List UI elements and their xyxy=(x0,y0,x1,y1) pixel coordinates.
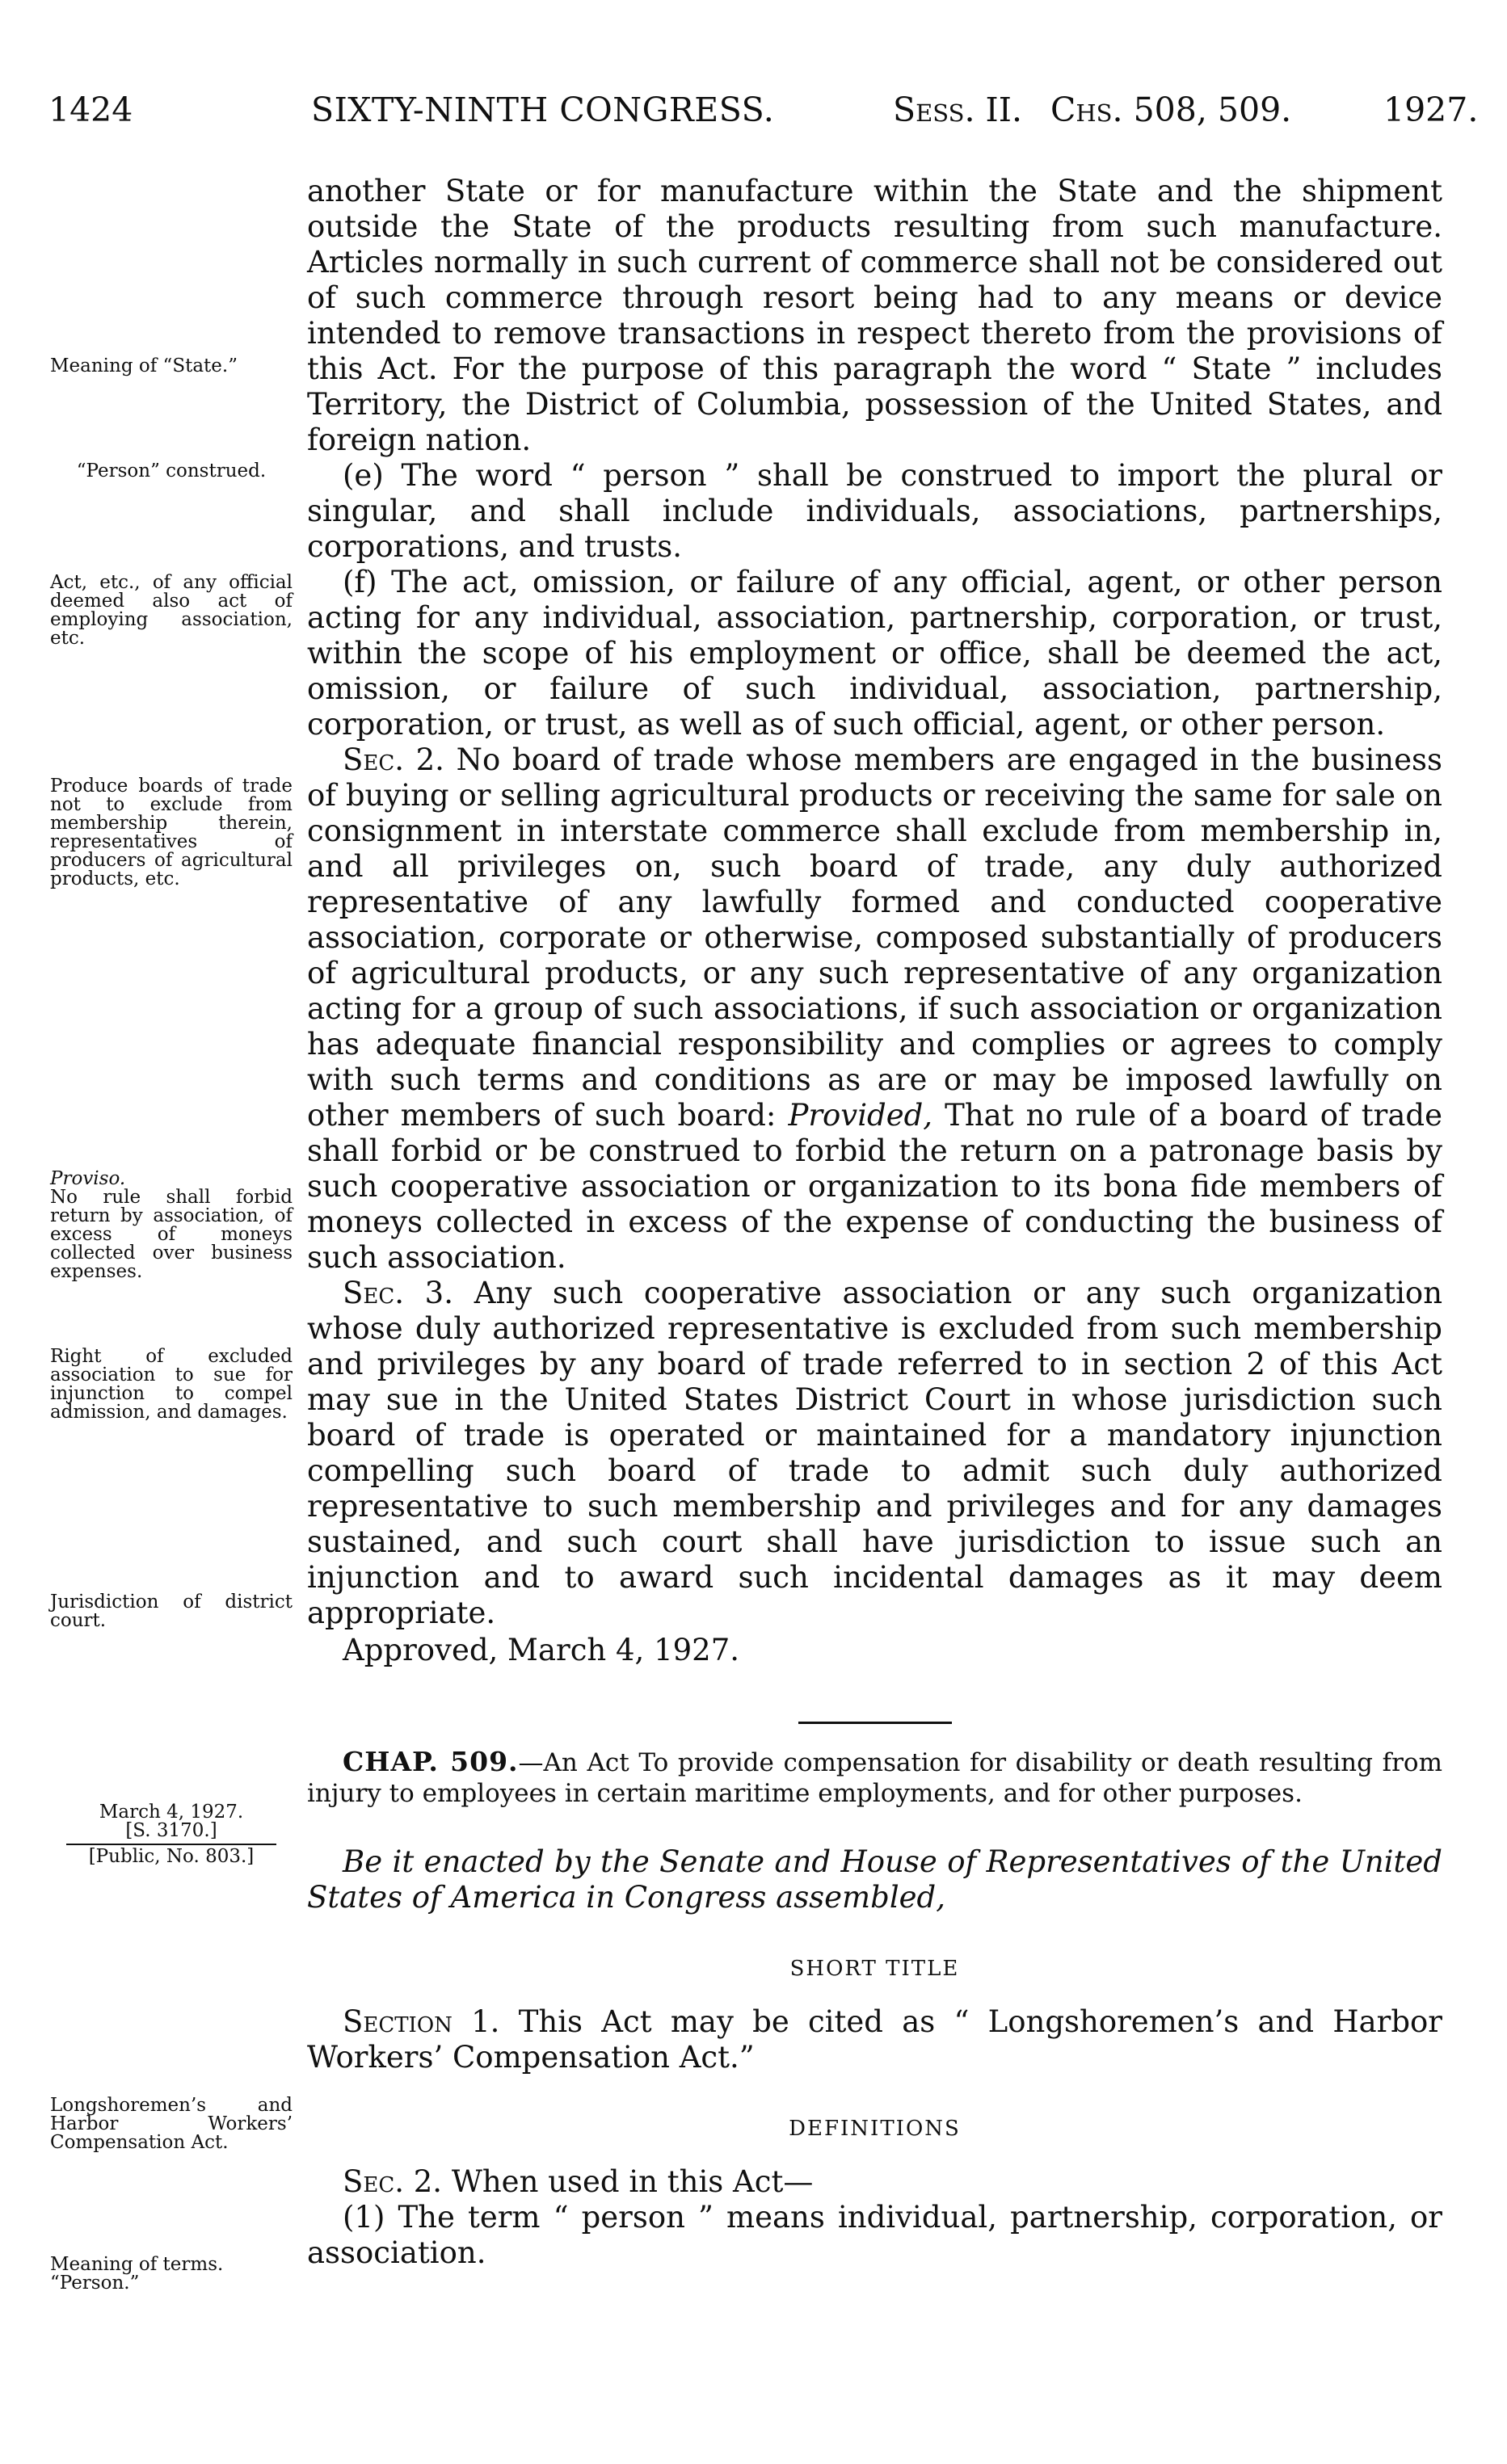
margin-note-person: “Person” construed. xyxy=(76,460,267,481)
para-continued: another State or for manufacture within the State and the shipment outside the State of the products resulting from such manufacture. Articles normally in such current of commerce shall not be considered out of such commerce through resort being had to any means or device intended to remove transactions in respect thereto from the provisions of this Act. For the purpose of this paragraph the word “ State ” includes Territory, the District of Columbia, possession of the United States, and foreign nation. xyxy=(307,174,1442,457)
sec2-provided: Provided, xyxy=(788,1098,933,1133)
definitions-sec2 xyxy=(307,2164,1442,2200)
definition-1: (1) The term “ person ” means individual, partnership, corporation, or association. xyxy=(307,2200,1442,2270)
short-title-heading: SHORT TITLE xyxy=(789,1957,960,1981)
enacting-clause: Be it enacted by the Senate and House of Representatives of the United States of America in Congress assembled, xyxy=(307,1844,1442,1915)
def-sec2-text: When used in this Act— xyxy=(451,2164,814,2199)
margin-note-proviso xyxy=(50,1170,293,1281)
margin-divider xyxy=(66,1844,276,1845)
proviso-note: No rule shall forbid return by association, of excess of moneys collected over business expenses. xyxy=(50,1187,293,1282)
person-term: “Person.” xyxy=(50,2273,140,2294)
header-year: 1927. xyxy=(1383,90,1479,129)
chap-text: —An Act To provide compensation for disability or death resulting from injury to employees in certain maritime employments, and for other purposes. xyxy=(307,1748,1442,1808)
margin-note-meaning-terms xyxy=(50,2256,293,2293)
margin-note-state: Meaning of “State.” xyxy=(50,355,238,376)
margin-note-act-official: Act, etc., of any official deemed also act of employing association, etc. xyxy=(50,572,293,649)
sec2-label: Sec. 2. xyxy=(343,742,444,777)
margin-note-jurisdiction: Jurisdiction of district court. xyxy=(50,1592,293,1631)
proviso-label: Proviso. xyxy=(50,1168,126,1189)
section1-text: This Act may be cited as “ Longshoremen’s and Harbor Workers’ Compensation Act.” xyxy=(307,2004,1442,2075)
margin-note-produce-boards: Produce boards of trade not to exclude from membership therein, representatives of producers of agricultural products, etc. xyxy=(50,776,293,889)
session-label: Sess. II. xyxy=(893,90,1022,129)
meaning-terms: Meaning of terms. xyxy=(50,2254,224,2275)
chapters-label: Chs. 508, 509. xyxy=(1050,90,1292,129)
margin-note-right-excluded: Right of excluded association to sue for injunction to compel admission, and damages. xyxy=(50,1346,293,1423)
margin-note-act-info xyxy=(50,1803,293,1866)
act-date: March 4, 1927. xyxy=(99,1802,244,1823)
para-e: (e) The word “ person ” shall be construed to import the plural or singular, and shall include individuals, associations, partnerships, corporations, and trusts. xyxy=(307,458,1442,564)
sec3-text: Any such cooperative association or any such organization whose duly authorized representative is excluded from such membership and privileges by any board of trade referred to in section 2 of this Act may sue in the United States District Court in whose jurisdiction such board of trade is operated or maintained for a mandatory injunction compelling such board of trade to admit such duly authorized representative to such membership and privileges and for any damages sustained, and such court shall have jurisdiction to issue such an injunction and to award such incidental damages as it may deem appropriate. xyxy=(307,1276,1443,1630)
section-2 xyxy=(307,742,1442,1276)
margin-note-longshoremen: Longshoremen’s and Harbor Workers’ Compensation Act. xyxy=(50,2095,293,2153)
sec2-text-a: No board of trade whose members are engaged in the business of buying or selling agricultural products or receiving the same for sale on consignment in interstate commerce shall exclude from membership in, and all privileges on, such board of trade, any duly authorized representative of any lawfully formed and conducted cooperative association, corporate or otherwise, composed substantially of producers of agricultural products, or any such representative of any organization acting for a group of such associations, if such association or organization has adequate financial responsibility and complies or agrees to comply with such terms and conditions as are or may be imposed lawfully on other members of such board: xyxy=(307,742,1442,1133)
section-3 xyxy=(307,1276,1442,1631)
bill-number: [S. 3170.] xyxy=(125,1820,217,1841)
para-f: (f) The act, omission, or failure of any official, agent, or other person acting for any individual, association, partnership, corporation, or trust, within the scope of his employment or office, shall be deemed the act, omission, or failure of such individual, association, partnership, corporation, or trust, as well as of such official, agent, or other person. xyxy=(307,565,1442,742)
page-number: 1424 xyxy=(48,90,133,129)
section1-label: Section 1. xyxy=(343,2004,500,2039)
statute-body xyxy=(307,174,1442,2271)
definitions-heading: DEFINITIONS xyxy=(789,2117,961,2141)
page-header xyxy=(48,90,1479,139)
chap-label: CHAP. 509. xyxy=(343,1746,519,1777)
sec2-text-b: That no rule of a board of trade shall forbid or be construed to forbid the return on a patronage basis by such cooperative association or organization to its bona fide members of moneys collected in excess of the expense of conducting the business of such association. xyxy=(307,1098,1442,1275)
congress-title: SIXTY-NINTH CONGRESS. xyxy=(311,90,775,129)
chapter-divider xyxy=(798,1722,952,1724)
section-1 xyxy=(307,2004,1442,2075)
sec3-label: Sec. 3. xyxy=(343,1276,453,1310)
chapter-heading xyxy=(307,1747,1442,1809)
def-sec2-label: Sec. 2. xyxy=(343,2164,443,2199)
public-number: [Public, No. 803.] xyxy=(88,1846,255,1867)
approved-line: Approved, March 4, 1927. xyxy=(343,1633,739,1667)
